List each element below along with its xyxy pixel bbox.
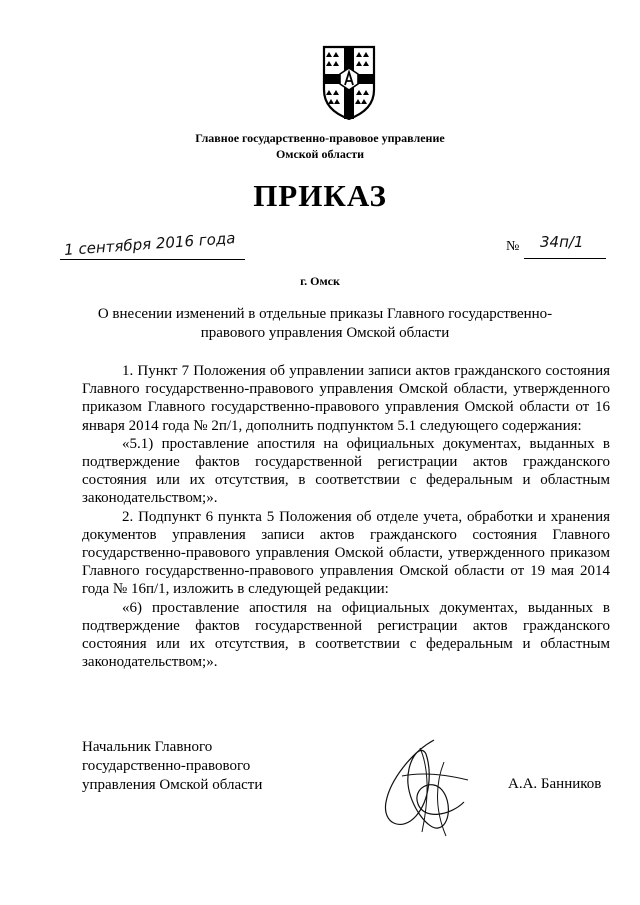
order-date-field	[60, 229, 245, 260]
omsk-coat-of-arms-icon	[320, 44, 378, 122]
quoted-subclause-5-1: «5.1) проставление апостиля на официальных документах, выданных в подтверждение фактов государственной регистрации актов гражданского состояния или их отсутствия, в соответствии с федеральным и областным законодательством;».	[82, 435, 610, 507]
org-name-line2: Омской области	[275, 147, 365, 161]
position-line1: Начальник Главного	[82, 739, 213, 755]
order-number-field	[506, 233, 606, 259]
document-title: ПРИКАЗ	[253, 178, 387, 213]
org-name-line1: Главное государственно-правовое управление	[195, 131, 445, 145]
paragraph-1: 1. Пункт 7 Положения об управлении записи актов гражданского состояния Главного государственно-правового управления Омской области, утвержденного приказом Главного государственно-правового управления Омской области от 16 января 2014 года № 2п/1, дополнить подпунктом 5.1 следующего содержания:	[82, 363, 610, 434]
number-underline	[524, 258, 606, 259]
quoted-subclause-6: «6) проставление апостиля на официальных документах, выданных в подтверждение фактов государственной регистрации актов гражданского состояния или их отсутствия, в соответствии с федеральным и областным законодательством;».	[82, 599, 610, 671]
number-sign: №	[506, 239, 520, 254]
signatory-name: А.А. Банников	[508, 776, 602, 792]
order-date-handwritten: 1 сентября 2016 года	[63, 229, 236, 259]
city-name: г. Омск	[300, 274, 340, 288]
handwritten-signature	[372, 732, 482, 842]
order-subject: О внесении изменений в отдельные приказы Главного государственно-правового управления Омской области	[97, 306, 553, 341]
order-number-handwritten: 34п/1	[540, 233, 584, 251]
position-line2: государственно-правового	[82, 758, 251, 774]
signatory-position	[82, 738, 262, 795]
paragraph-2: 2. Подпункт 6 пункта 5 Положения об отделе учета, обработки и хранения документов управления записи актов гражданского состояния Главного государственно-правового управления Омской области, утвержденного приказом Главного государственно-правового управления Омской области от 19 мая 2014 года № 16п/1, изложить в следующей редакции:	[82, 508, 610, 598]
order-body	[82, 362, 610, 671]
position-line3: управления Омской области	[82, 777, 263, 793]
